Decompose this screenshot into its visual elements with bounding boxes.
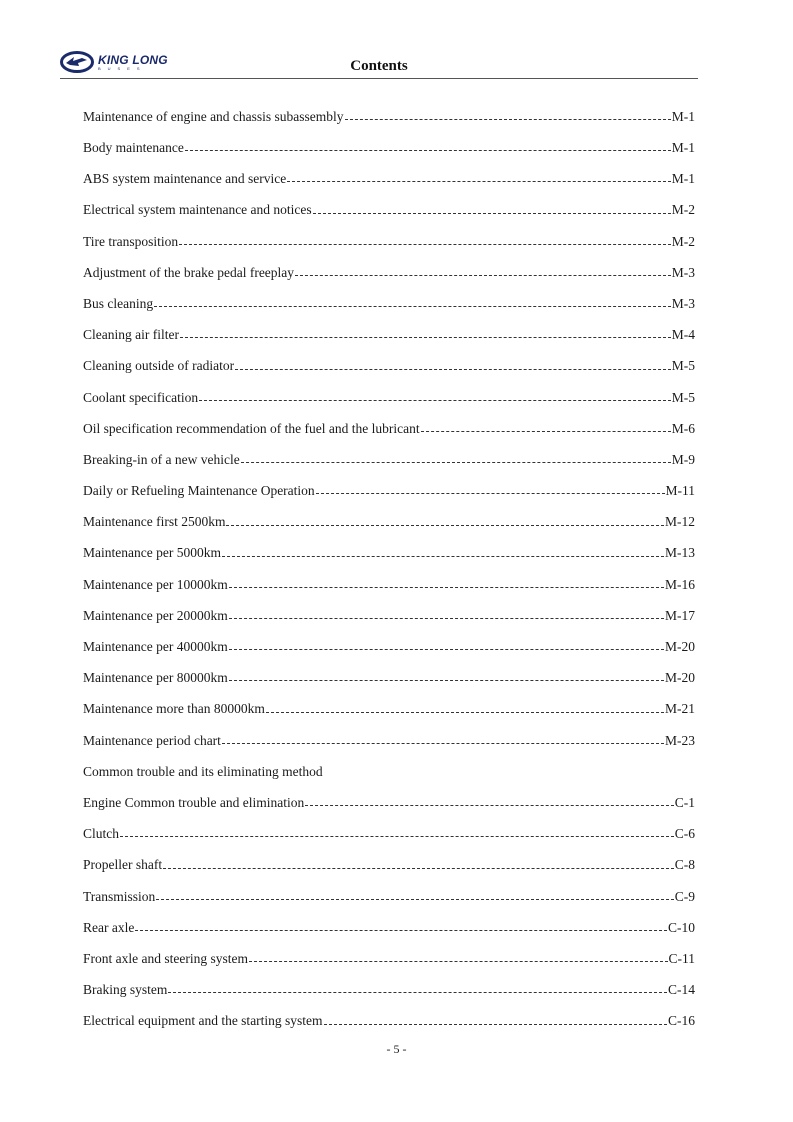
toc-entry[interactable]	[83, 850, 695, 881]
toc-entry-page: M-6	[671, 420, 695, 436]
toc-entry[interactable]	[83, 413, 695, 444]
toc-entry-page: M-5	[671, 358, 695, 374]
toc-entry[interactable]	[83, 787, 695, 818]
toc-entry-page: M-20	[665, 670, 695, 686]
toc-entry[interactable]	[83, 101, 695, 132]
toc-entry-page: M-20	[665, 639, 695, 655]
toc-leader-dots	[179, 244, 671, 245]
toc-entry-label: Electrical system maintenance and notices	[83, 202, 312, 218]
toc-entry[interactable]	[83, 538, 695, 569]
toc-entry-label: Common trouble and its eliminating method	[83, 763, 323, 779]
toc-entry-label: Oil specification recommendation of the fuel and the lubricant	[83, 420, 420, 436]
toc-entry-label: Propeller shaft	[83, 857, 163, 873]
toc-entry-label: Bus cleaning	[83, 295, 154, 311]
toc-leader-dots	[313, 213, 671, 214]
toc-entry-label: Daily or Refueling Maintenance Operation	[83, 483, 315, 499]
toc-entry[interactable]	[83, 351, 695, 382]
toc-entry-label: Maintenance of engine and chassis subassembly	[83, 108, 344, 124]
toc-entry[interactable]	[83, 475, 695, 506]
toc-entry-label: Coolant specification	[83, 389, 199, 405]
toc-entry[interactable]	[83, 1005, 695, 1036]
toc-entry[interactable]	[83, 569, 695, 600]
toc-entry-page: M-11	[665, 483, 695, 499]
toc-entry-page: M-9	[671, 451, 695, 467]
toc-entry[interactable]	[83, 257, 695, 288]
toc-entry[interactable]	[83, 444, 695, 475]
toc-leader-dots	[266, 712, 664, 713]
toc-entry-page: M-2	[671, 202, 695, 218]
toc-entry-label: Maintenance per 20000km	[83, 607, 228, 623]
page-title: Contents	[350, 58, 408, 74]
toc-entry[interactable]	[83, 132, 695, 163]
toc-entry-page: M-3	[671, 264, 695, 280]
toc-entry[interactable]	[83, 600, 695, 631]
toc-entry-label: ABS system maintenance and service	[83, 171, 287, 187]
logo-subtext: BUSES	[98, 65, 147, 71]
toc-entry-label: Maintenance first 2500km	[83, 514, 226, 530]
toc-entry-label: Transmission	[83, 888, 156, 904]
toc-entry-label: Maintenance per 40000km	[83, 639, 228, 655]
toc-entry-label: Maintenance period chart	[83, 732, 221, 748]
table-of-contents	[83, 101, 695, 1037]
toc-leader-dots	[235, 369, 671, 370]
toc-entry-page: C-8	[674, 857, 695, 873]
toc-leader-dots	[154, 306, 671, 307]
toc-leader-dots	[229, 618, 664, 619]
toc-entry-page: M-1	[671, 171, 695, 187]
toc-leader-dots	[199, 400, 671, 401]
toc-leader-dots	[226, 525, 664, 526]
toc-entry[interactable]	[83, 195, 695, 226]
toc-leader-dots	[163, 868, 674, 869]
toc-entry[interactable]	[83, 943, 695, 974]
toc-entry-page: C-14	[668, 982, 695, 998]
toc-entry-page: M-12	[665, 514, 695, 530]
toc-entry-page: C-10	[668, 919, 695, 935]
toc-entry-label: Body maintenance	[83, 140, 184, 156]
toc-leader-dots	[222, 556, 664, 557]
toc-entry[interactable]	[83, 912, 695, 943]
toc-leader-dots	[287, 181, 671, 182]
toc-entry-label: Rear axle	[83, 919, 135, 935]
toc-entry-label: Maintenance more than 80000km	[83, 701, 265, 717]
toc-leader-dots	[168, 992, 667, 993]
toc-entry-page: M-1	[671, 140, 695, 156]
toc-entry-page: M-23	[665, 732, 695, 748]
toc-entry-page: M-4	[671, 327, 695, 343]
toc-entry[interactable]	[83, 756, 695, 787]
toc-entry-label: Adjustment of the brake pedal freeplay	[83, 264, 295, 280]
toc-entry[interactable]	[83, 163, 695, 194]
toc-leader-dots	[295, 275, 671, 276]
logo-wordmark: KING LONG	[98, 52, 168, 67]
toc-leader-dots	[324, 1024, 667, 1025]
toc-entry-page: C-9	[674, 888, 695, 904]
toc-leader-dots	[135, 930, 667, 931]
toc-entry[interactable]	[83, 881, 695, 912]
toc-entry-label: Clutch	[83, 826, 119, 842]
toc-leader-dots	[249, 961, 668, 962]
toc-entry[interactable]	[83, 506, 695, 537]
toc-entry[interactable]	[83, 725, 695, 756]
toc-entry[interactable]	[83, 818, 695, 849]
toc-entry[interactable]	[83, 631, 695, 662]
toc-entry[interactable]	[83, 974, 695, 1005]
toc-leader-dots	[229, 587, 664, 588]
toc-leader-dots	[156, 899, 673, 900]
toc-entry-page: M-5	[671, 389, 695, 405]
toc-entry[interactable]	[83, 662, 695, 693]
toc-entry-label: Maintenance per 10000km	[83, 576, 228, 592]
toc-entry-label: Electrical equipment and the starting system	[83, 1013, 323, 1029]
toc-entry-page: M-17	[665, 607, 695, 623]
toc-entry-page: M-1	[671, 108, 695, 124]
toc-entry[interactable]	[83, 288, 695, 319]
toc-entry-label: Cleaning air filter	[83, 327, 179, 343]
toc-entry-label: Breaking-in of a new vehicle	[83, 451, 240, 467]
toc-entry-page: M-21	[665, 701, 695, 717]
toc-entry-label: Tire transposition	[83, 233, 179, 249]
toc-entry[interactable]	[83, 694, 695, 725]
toc-entry-page: C-16	[668, 1013, 695, 1029]
toc-entry-page: M-16	[665, 576, 695, 592]
toc-entry-page: M-3	[671, 295, 695, 311]
page-number: - 5 -	[386, 1042, 407, 1056]
toc-leader-dots	[241, 462, 671, 463]
toc-leader-dots	[229, 649, 664, 650]
toc-entry-label: Engine Common trouble and elimination	[83, 794, 305, 810]
toc-entry[interactable]	[83, 382, 695, 413]
toc-entry-label: Braking system	[83, 982, 168, 998]
toc-entry-label: Front axle and steering system	[83, 950, 248, 966]
page-header	[60, 48, 698, 79]
toc-entry-page: M-13	[665, 545, 695, 561]
toc-leader-dots	[222, 743, 664, 744]
toc-leader-dots	[185, 150, 671, 151]
toc-entry-label: Maintenance per 5000km	[83, 545, 221, 561]
toc-entry-label: Cleaning outside of radiator	[83, 358, 235, 374]
toc-entry-page: C-11	[668, 950, 695, 966]
toc-leader-dots	[421, 431, 671, 432]
toc-leader-dots	[229, 680, 664, 681]
toc-entry-label: Maintenance per 80000km	[83, 670, 228, 686]
toc-leader-dots	[180, 337, 671, 338]
toc-leader-dots	[345, 119, 671, 120]
toc-entry-page: M-2	[671, 233, 695, 249]
toc-entry[interactable]	[83, 226, 695, 257]
toc-entry[interactable]	[83, 319, 695, 350]
toc-entry-page: C-1	[674, 794, 695, 810]
toc-entry-page: C-6	[674, 826, 695, 842]
toc-leader-dots	[305, 805, 674, 806]
toc-leader-dots	[316, 493, 665, 494]
toc-leader-dots	[120, 836, 674, 837]
